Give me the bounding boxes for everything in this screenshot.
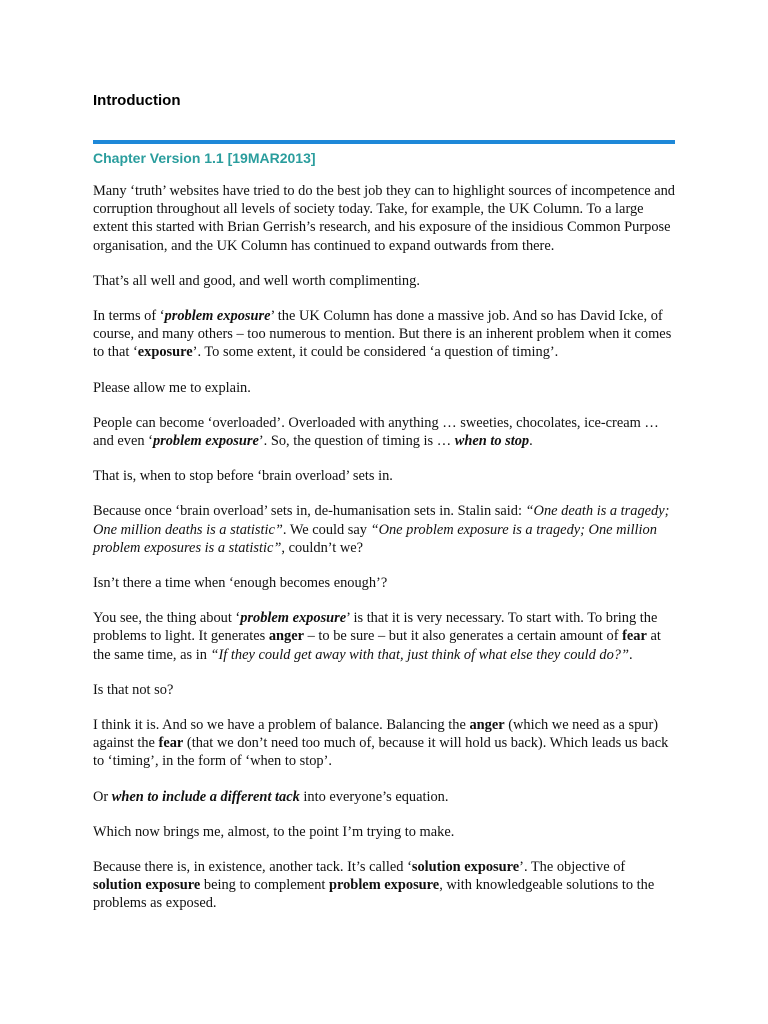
text-run: Many ‘truth’ websites have tried to do the best job they can to highlight sources of incompetence and corruption throughout all levels of society today. Take, for example, the UK Column. To a large extent this started with Brian Gerrish’s research, and his exposure of the insidious Common Purpose organisation, and the UK Column has continued to expand outwards from there. bbox=[93, 183, 675, 254]
paragraph bbox=[93, 272, 675, 290]
text-run: People can become ‘overloaded’. Overloaded with anything … sweeties, chocolates, ice-cream … and even ‘ bbox=[93, 414, 659, 450]
text-run: (that we don’t need too much of, because it will hold us back). Which leads us back to ‘timing’, in the form of ‘when to stop’. bbox=[93, 735, 669, 770]
text-run: . We could say bbox=[282, 521, 371, 538]
text-run: ’. So, the question of timing is … bbox=[258, 433, 455, 450]
bold-italic-run bbox=[240, 610, 346, 626]
text-run: ’. To some extent, it could be considered ‘a question of timing’. bbox=[192, 344, 559, 361]
heading-divider bbox=[93, 140, 675, 144]
paragraph bbox=[93, 502, 675, 557]
text-run: . bbox=[628, 646, 633, 663]
text-run: Is that not so? bbox=[93, 681, 174, 698]
bold-italic-run bbox=[455, 433, 529, 449]
text-run: Or bbox=[93, 788, 112, 805]
text-run: . bbox=[529, 433, 533, 450]
chapter-version: Chapter Version 1.1 [19MAR2013] bbox=[93, 150, 316, 166]
text-run: Which now brings me, almost, to the point I’m trying to make. bbox=[93, 823, 455, 840]
emphasis-text: problem exposure bbox=[164, 308, 271, 325]
text-run: That’s all well and good, and well worth complimenting. bbox=[93, 272, 420, 289]
text-run: In terms of ‘ bbox=[93, 308, 165, 325]
page-title: Introduction bbox=[93, 92, 181, 109]
paragraph bbox=[93, 823, 675, 841]
bold-text: solution exposure bbox=[93, 877, 201, 894]
bold-text: fear bbox=[622, 628, 647, 645]
bold-text: problem exposure bbox=[328, 877, 440, 894]
text-run: Please allow me to explain. bbox=[93, 379, 251, 396]
bold-italic-run bbox=[112, 789, 300, 805]
italic-quote: “If they could get away with that, just think of what else they could do?” bbox=[210, 646, 629, 663]
text-run: ’ the UK Column has done a massive job. And so has David Icke, of course, and many others – too numerous to mention. But there is an inherent problem when it comes to that ‘ bbox=[93, 308, 672, 361]
italic-quote: “One death is a tragedy; One million deaths is a statistic” bbox=[93, 503, 670, 538]
text-run: , with knowledgeable solutions to the problems as exposed. bbox=[93, 877, 655, 912]
paragraph bbox=[93, 788, 675, 806]
paragraph bbox=[93, 716, 675, 771]
text-run: Because there is, in existence, another tack. It’s called ‘ bbox=[93, 859, 412, 876]
bold-italic-run bbox=[153, 433, 259, 449]
text-run: (which we need as a spur) against the bbox=[93, 717, 659, 752]
text-run: being to complement bbox=[200, 877, 329, 894]
bold-text: fear bbox=[158, 735, 184, 752]
paragraph bbox=[93, 609, 675, 664]
text-run: Because once ‘brain overload’ sets in, de-humanisation sets in. Stalin said: bbox=[93, 503, 526, 520]
bold-text: solution exposure bbox=[411, 859, 520, 876]
text-run: You see, the thing about ‘ bbox=[93, 610, 241, 627]
emphasis-text: problem exposure bbox=[152, 433, 259, 450]
bold-text: exposure bbox=[137, 344, 193, 361]
text-run: I think it is. And so we have a problem of balance. Balancing the bbox=[93, 717, 470, 734]
paragraph bbox=[93, 414, 675, 450]
text-run: , couldn’t we? bbox=[281, 539, 364, 556]
bold-text: anger bbox=[268, 628, 305, 645]
italic-quote: “One problem exposure is a tragedy; One million problem exposures is a statistic” bbox=[93, 521, 657, 556]
bold-text: anger bbox=[469, 717, 505, 734]
text-run: at the same time, as in bbox=[93, 628, 661, 663]
emphasis-text: when to stop bbox=[454, 433, 530, 450]
paragraph bbox=[93, 681, 675, 699]
text-run: ’ is that it is very necessary. To start with. To bring the problems to light. It generates bbox=[93, 610, 658, 645]
text-run: That is, when to stop before ‘brain overload’ sets in. bbox=[93, 468, 393, 485]
paragraph bbox=[93, 467, 675, 485]
paragraph bbox=[93, 858, 675, 913]
paragraph bbox=[93, 574, 675, 592]
text-run: into everyone’s equation. bbox=[299, 788, 449, 805]
emphasis-text: when to include a different tack bbox=[111, 788, 300, 805]
bold-italic-run bbox=[165, 308, 271, 324]
paragraph bbox=[93, 307, 675, 362]
text-run: ’. The objective of bbox=[519, 859, 626, 876]
paragraph bbox=[93, 182, 675, 255]
text-run: Isn’t there a time when ‘enough becomes enough’? bbox=[93, 575, 388, 592]
text-run: – to be sure – but it also generates a certain amount of bbox=[304, 628, 623, 645]
document-body bbox=[93, 182, 675, 930]
paragraph bbox=[93, 379, 675, 397]
emphasis-text: problem exposure bbox=[240, 610, 347, 627]
